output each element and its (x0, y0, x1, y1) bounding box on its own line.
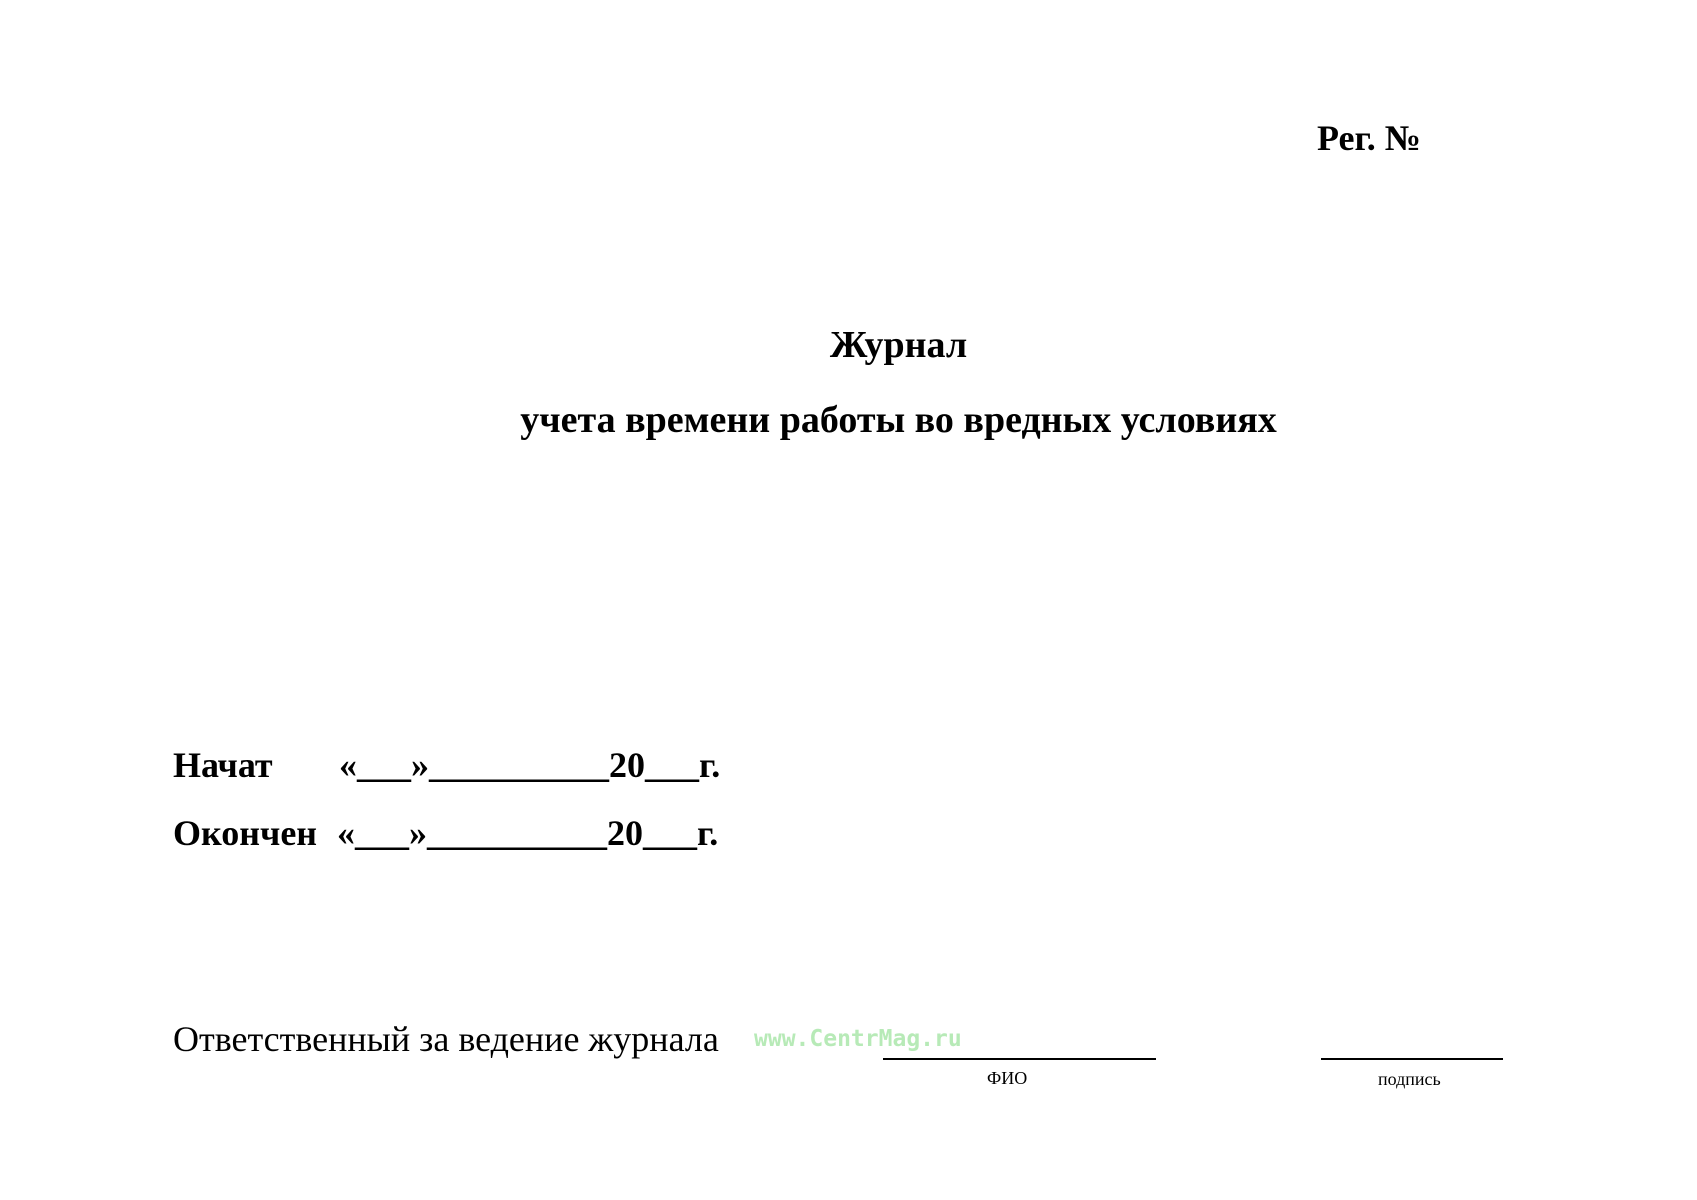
responsible-label: Ответственный за ведение журнала (173, 1019, 719, 1059)
watermark-text: www.CentrMag.ru (754, 1026, 962, 1052)
start-date-field: «___»__________20___г. (339, 745, 721, 785)
end-date-label: Окончен (173, 813, 318, 853)
end-date-field: «___»__________20___г. (337, 813, 719, 853)
document-title: Журнал (829, 324, 968, 366)
reg-number-label: Рег. № (1317, 118, 1421, 158)
signature-line (1321, 1058, 1503, 1060)
fio-line (883, 1058, 1156, 1060)
start-date-label: Начат (173, 745, 273, 785)
fio-caption: ФИО (987, 1068, 1028, 1088)
signature-caption: подпись (1378, 1069, 1441, 1089)
document-subtitle: учета времени работы во вредных условиях (520, 399, 1277, 441)
